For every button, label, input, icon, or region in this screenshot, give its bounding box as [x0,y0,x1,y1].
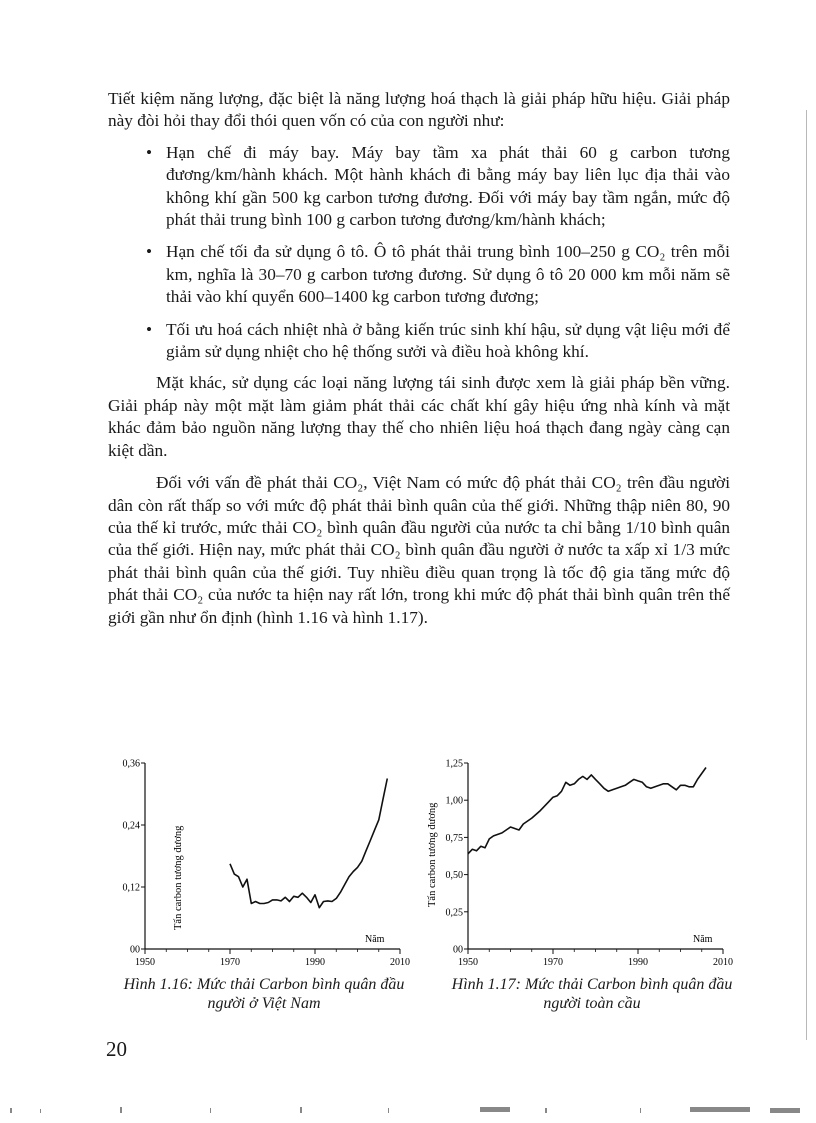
y-tick-label: 1,00 [445,795,463,807]
x-tick-label: 1970 [543,957,563,968]
bullet-car: • Hạn chế tối đa sử dụng ô tô. Ô tô phát thải trung bình 100–250 g CO₂ trên mỗi km, nghĩa là 30–70 g carbon tương đương. Sử dụng ô tô 20 000 km mỗi năm sẽ thải vào khí quyển 600–1400 kg carbon tương đương; [146,241,730,308]
y-axis-label: Tấn carbon tương đương [173,825,184,930]
scan-bottom-edge [0,1104,816,1116]
x-tick-label: 1970 [220,957,240,968]
body-text [108,88,730,629]
page-number: 20 [106,1037,127,1061]
x-tick-label: 1990 [305,957,325,968]
x-axis-label: Năm [365,934,385,945]
chart-global-emissions [427,755,755,970]
y-tick-label: 00 [130,944,140,956]
y-tick-label: 0,24 [122,820,140,832]
vietnam-paragraph: Đối với vấn đề phát thải CO₂, Việt Nam có mức độ phát thải CO₂ trên đầu người dân còn rất thấp so với mức độ phát thải bình quân của thế giới. Những thập niên 80, 90 của thế kỉ trước, mức thải CO₂ bình quân đầu người của nước ta chỉ bằng 1/10 bình quân của thế giới. Hiện nay, mức phát thải CO₂ bình quân đầu người ở nước ta xấp xỉ 1/3 mức phát thải bình quân của thế giới. Tuy nhiều điều quan trọng là tốc độ gia tăng mức độ phát thải CO₂ của nước ta hiện nay rất lớn, trong khi mức độ phát thải bình quân trên thế giới gần như ổn định (hình 1.16 và hình 1.17). [108,473,730,627]
bullet-airplane: • Hạn chế đi máy bay. Máy bay tầm xa phát thải 60 g carbon tương đương/km/hành khách. Một hành khách đi bằng máy bay liên lục địa thải vào không khí gần 500 kg carbon tương đương. Đối với máy bay tầm ngắn, mức độ phát thải trung bình 100 g carbon tương đương/km/hành khách; [146,142,730,232]
scan-margin-line [806,110,807,1040]
y-axis-label: Tấn carbon tương đương [427,802,438,907]
figure-caption-1-17: Hình 1.17: Mức thải Carbon bình quân đầu người toàn cầu [451,976,733,1012]
renewable-paragraph: Mặt khác, sử dụng các loại năng lượng tái sinh được xem là giải pháp bền vững. Giải pháp này một mặt làm giảm phát thải các chất khí gây hiệu ứng nhà kính và mặt khác đảm bảo nguồn năng lượng thay thế cho nhiên liệu hoá thạch đang ngày càng cạn kiệt dần. [108,373,730,460]
series-line [468,768,706,854]
y-tick-label: 1,25 [445,758,463,770]
figure-caption-1-16: Hình 1.16: Mức thải Carbon bình quân đầu người ở Việt Nam [123,976,405,1012]
intro-paragraph: Tiết kiệm năng lượng, đặc biệt là năng lượng hoá thạch là giải pháp hữu hiệu. Giải pháp này đòi hỏi thay đổi thói quen vốn có của con người như: [108,89,730,131]
bullet-list [146,142,730,364]
series-line [230,779,387,908]
chart-vietnam-emissions [100,755,420,970]
y-tick-label: 00 [453,944,463,956]
x-tick-label: 1990 [628,957,648,968]
y-tick-label: 0,12 [122,882,140,894]
y-tick-label: 0,25 [445,907,463,919]
x-tick-label: 1950 [135,957,155,968]
x-tick-label: 1950 [458,957,478,968]
x-tick-label: 2010 [713,957,733,968]
y-tick-label: 0,75 [445,832,463,844]
bullet-insulation: • Tối ưu hoá cách nhiệt nhà ở bằng kiến trúc sinh khí hậu, sử dụng vật liệu mới để giảm sử dụng nhiệt cho hệ thống sưởi và điều hoà không khí. [146,319,730,364]
y-tick-label: 0,50 [445,870,463,882]
y-tick-label: 0,36 [122,758,140,770]
x-axis-label: Năm [693,934,713,945]
x-tick-label: 2010 [390,957,410,968]
